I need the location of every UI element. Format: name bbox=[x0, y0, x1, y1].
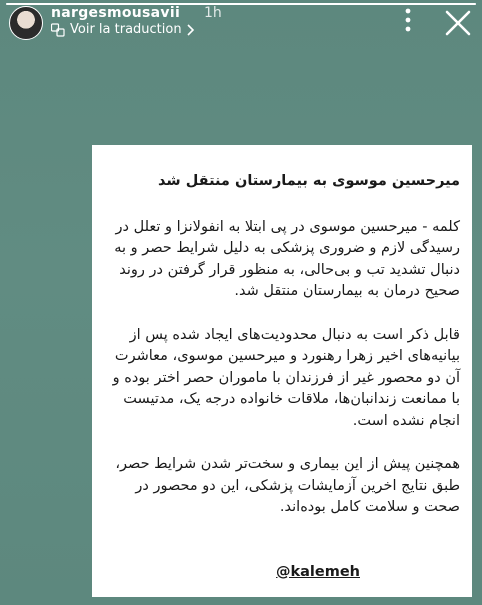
news-title: میرحسین موسوی به بیمارستان منتقل شد bbox=[158, 173, 460, 189]
chevron-right-icon bbox=[187, 24, 195, 36]
post-time: 1h bbox=[204, 5, 222, 21]
source-handle-link[interactable]: @kalemeh bbox=[276, 563, 360, 580]
close-icon[interactable] bbox=[444, 9, 472, 37]
news-card bbox=[92, 145, 472, 597]
see-translation-label: Voir la traduction bbox=[70, 22, 182, 37]
more-options-icon[interactable] bbox=[395, 7, 421, 33]
news-paragraph: همچنین پیش از این بیماری و سخت‌تر شدن شرایط حصر، طبق نتایج اخرین آزمایشات پزشکی، این دو محصور در صحت و سلامت کامل بوده‌اند. bbox=[115, 456, 460, 515]
news-paragraph: کلمه - میرحسین موسوی در پی ابتلا به انفولانزا و تعلل در رسیدگی لازم و ضروری پزشکی به دلیل شرایط حصر و به دنبال تشدید تب و بی‌حالی، به منظور قرار گرفتن در روند صحیح درمان به بیمارستان منتقل شد. bbox=[114, 218, 460, 299]
source-handle-row bbox=[242, 561, 472, 597]
news-paragraph: قابل ذکر است به دنبال محدودیت‌های ایجاد شده پس از بیانیه‌های اخیر زهرا رهنورد و میرحسین موسوی، معاشرت آن دو محصور غیر از فرزندان با ماموران حصر اختر بوده و با ممانعت زندانبان‌ها، ملاقات خانواده درجه یک، مدتیست انجام نشده است. bbox=[112, 326, 460, 429]
username[interactable]: nargesmousavii bbox=[51, 5, 181, 21]
translate-icon bbox=[51, 23, 65, 37]
avatar[interactable] bbox=[9, 6, 43, 40]
story-header bbox=[0, 0, 482, 46]
see-translation-link[interactable] bbox=[51, 22, 195, 37]
